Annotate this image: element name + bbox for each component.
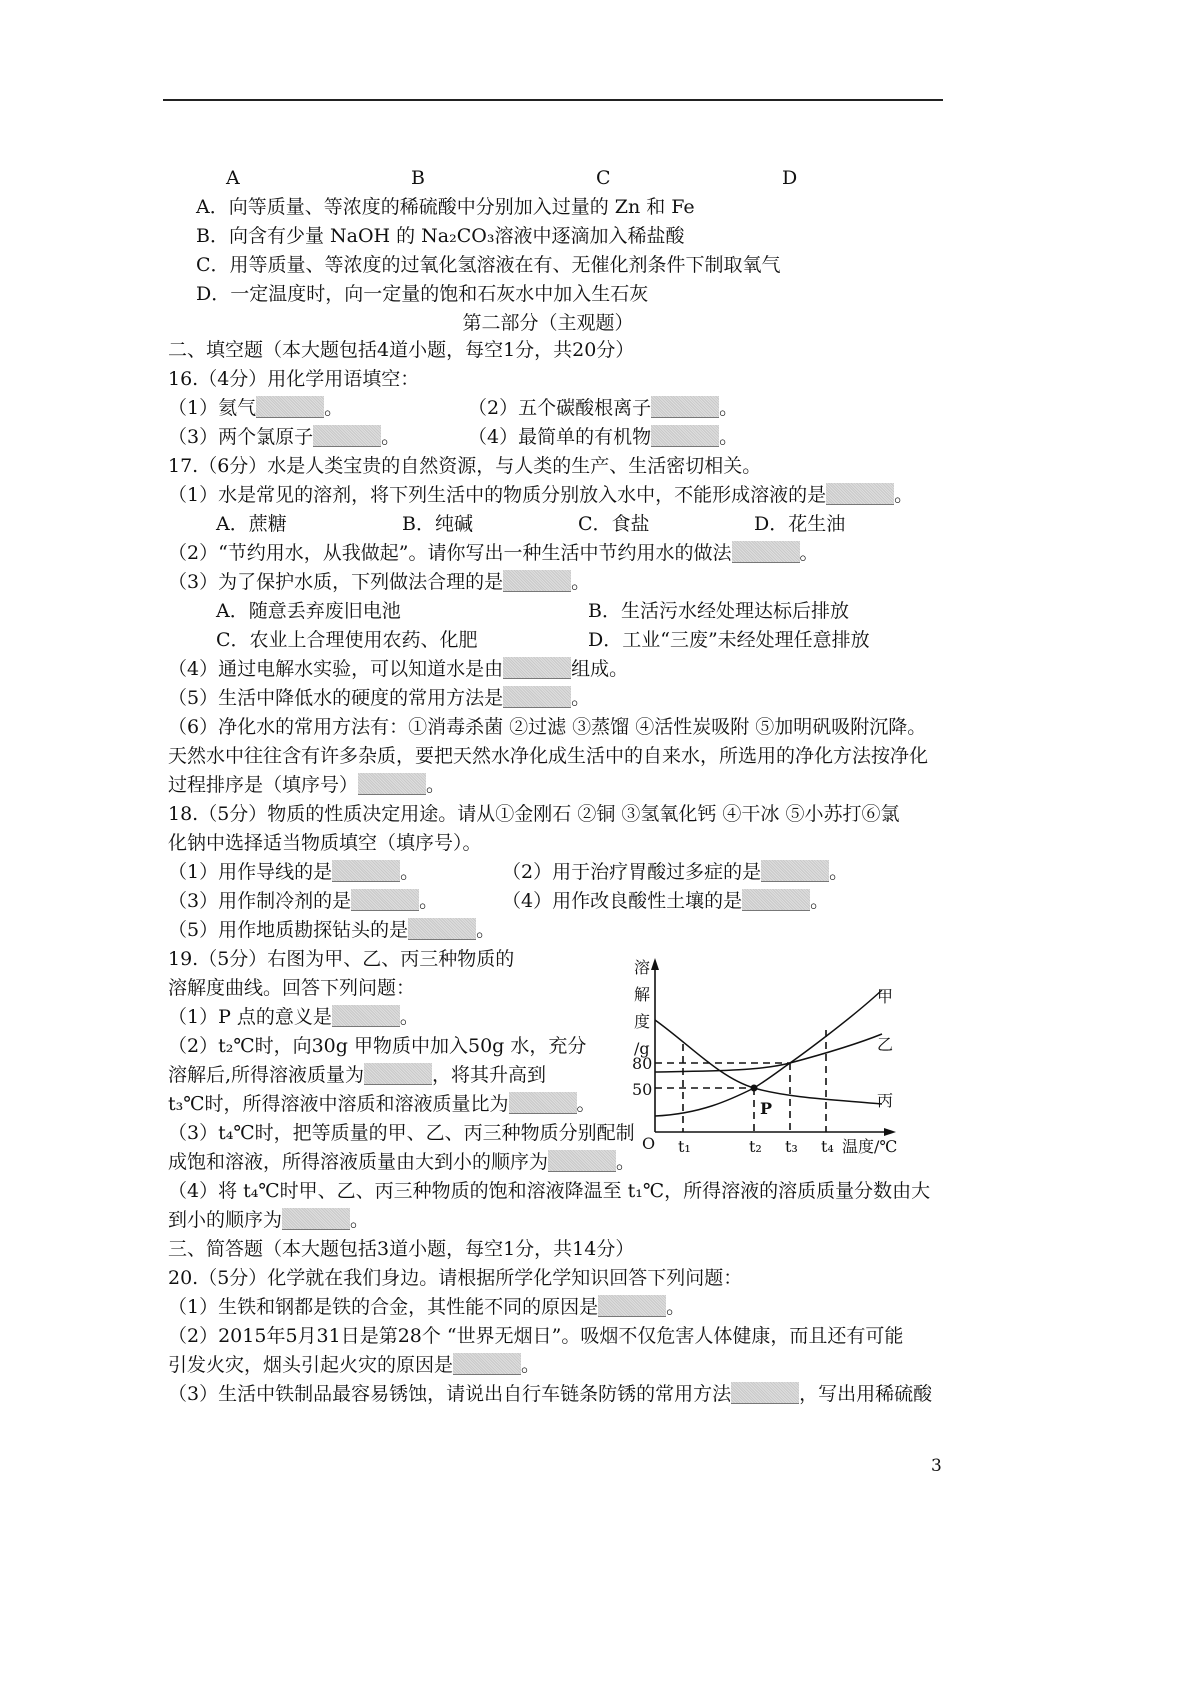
q18-item-3 (168, 887, 438, 916)
answer-blank[interactable] (731, 1382, 799, 1404)
text-segment: A．向等质量、等浓度的稀硫酸中分别加入过量的 Zn 和 Fe (196, 196, 695, 218)
text-segment: B．生活污水经处理达标后排放 (588, 600, 849, 622)
text-segment: 。 (419, 890, 439, 912)
figure-label-d: D (782, 167, 798, 189)
text-segment: 溶解度曲线。回答下列问题： (168, 977, 416, 999)
part2-body (168, 336, 958, 1409)
xtick-t1: t₁ (678, 1137, 691, 1156)
text-segment: 二、填空题（本大题包括4道小题，每空1分，共20分） (168, 339, 635, 361)
question-18 (168, 800, 958, 829)
text-segment: 。 (350, 1209, 370, 1231)
answer-blank[interactable] (651, 425, 719, 447)
text-segment: 。 (576, 1093, 596, 1115)
q17-item-6-cont2 (168, 771, 958, 800)
text-segment: 成饱和溶液，所得溶液质量由大到小的顺序为 (168, 1151, 549, 1173)
ytick-50: 50 (632, 1080, 653, 1099)
ylabel-char: 溶 (634, 958, 651, 977)
answer-blank[interactable] (598, 1295, 666, 1317)
text-segment: B．纯碱 (402, 513, 473, 535)
question-18-cont (168, 829, 958, 858)
text-segment: C．用等质量、等浓度的过氧化氢溶液在有、无催化剂条件下制取氧气 (196, 254, 781, 276)
q17-1-choices (168, 510, 958, 539)
ytick-80: 80 (632, 1054, 653, 1073)
q20-item-2-cont (168, 1351, 958, 1380)
text-segment: C．食盐 (578, 513, 650, 535)
choice-a (216, 510, 287, 539)
xtick-t4: t₄ (821, 1137, 834, 1156)
answer-blank[interactable] (761, 860, 829, 882)
text-segment: 。 (571, 571, 591, 593)
text-segment: （2）“节约用水，从我做起”。请你写出一种生活中节约用水的做法 (168, 542, 732, 564)
ylabel-char: 解 (634, 985, 651, 1004)
q16-item-3 (168, 423, 400, 452)
q17-item-6 (168, 713, 958, 742)
ylabel-char: /g (634, 1039, 650, 1058)
text-segment: （5）用作地质勘探钻头的是 (168, 919, 409, 941)
xlabel: 温度/℃ (842, 1137, 898, 1156)
q16-row-1 (168, 394, 958, 423)
q20-item-1 (168, 1293, 958, 1322)
q18-item-5 (168, 916, 958, 945)
q17-item-6-cont (168, 742, 958, 771)
q17-item-1 (168, 481, 958, 510)
header-rule (163, 99, 943, 101)
text-segment: （1）氦气 (168, 397, 257, 419)
answer-blank[interactable] (332, 1005, 400, 1027)
q17-item-3 (168, 568, 958, 597)
option-c (168, 251, 958, 280)
xtick-t3: t₃ (785, 1137, 798, 1156)
page-number: 3 (931, 1456, 942, 1476)
text-segment: 溶解后,所得溶液质量为 (168, 1064, 365, 1086)
curve-yi (655, 1034, 882, 1072)
text-segment: 。 (521, 1354, 541, 1376)
text-segment: （3）两个氯原子 (168, 426, 314, 448)
x-axis-arrow-icon (884, 1128, 896, 1136)
q19-item-4-cont (168, 1206, 958, 1235)
text-segment: D．工业“三废”未经处理任意排放 (588, 629, 870, 651)
text-segment: 。 (829, 861, 849, 883)
ylabel-char: 度 (634, 1012, 651, 1031)
text-segment: （1）生铁和钢都是铁的合金，其性能不同的原因是 (168, 1296, 599, 1318)
text-segment: （4）将 t₄℃时甲、乙、丙三种物质的饱和溶液降温至 t₁℃，所得溶液的溶质质量分数由大 (168, 1180, 931, 1202)
q16-item-4 (468, 423, 738, 452)
option-b (168, 222, 958, 251)
answer-blank[interactable] (651, 396, 719, 418)
answer-blank[interactable] (364, 1063, 432, 1085)
answer-blank[interactable] (282, 1208, 350, 1230)
text-segment: 。 (719, 426, 739, 448)
text-segment: 化钠中选择适当物质填空（填序号）。 (168, 832, 482, 854)
text-segment: （2）2015年5月31日是第28个 “世界无烟日”。吸烟不仅危害人体健康，而且还有可能 (168, 1325, 904, 1347)
q18-row-1 (168, 858, 958, 887)
choice-a (216, 597, 401, 626)
q18-row-2 (168, 887, 958, 916)
q16-item-2 (468, 394, 738, 423)
q20-item-3 (168, 1380, 958, 1409)
text-segment: ，写出用稀硫酸 (799, 1383, 933, 1405)
text-segment: 。 (666, 1296, 686, 1318)
choice-b (402, 510, 473, 539)
text-segment: 。 (324, 397, 344, 419)
text-segment: 。 (810, 890, 830, 912)
answer-blank[interactable] (503, 657, 571, 679)
text-segment: 。 (616, 1151, 636, 1173)
answer-blank[interactable] (742, 889, 810, 911)
figure-label-b: B (411, 167, 425, 189)
text-segment: 到小的顺序为 (168, 1209, 283, 1231)
text-segment: t₃℃时，所得溶液中溶质和溶液质量比为 (168, 1093, 509, 1115)
answer-blank[interactable] (332, 860, 400, 882)
text-segment: （5）生活中降低水的硬度的常用方法是 (168, 687, 504, 709)
section-heading (168, 336, 958, 365)
solubility-curve-figure (620, 950, 920, 1165)
text-segment: （3）用作制冷剂的是 (168, 890, 352, 912)
point-p-label: P (760, 1099, 773, 1118)
q18-item-2 (502, 858, 848, 887)
y-axis-arrow-icon (651, 958, 659, 970)
q19-item-4 (168, 1177, 958, 1206)
q18-item-1 (168, 858, 419, 887)
text-segment: 20.（5分）化学就在我们身边。请根据所学化学知识回答下列问题： (168, 1267, 743, 1289)
q17-item-4 (168, 655, 958, 684)
text-segment: 18.（5分）物质的性质决定用途。请从①金刚石 ②铜 ③氢氧化钙 ④干冰 ⑤小苏打⑥氯 (168, 803, 900, 825)
answer-blank[interactable] (408, 918, 476, 940)
curve-bing (655, 1020, 882, 1104)
text-segment: 19.（5分）右图为甲、乙、丙三种物质的 (168, 948, 515, 970)
text-segment: B．向含有少量 NaOH 的 Na₂CO₃溶液中逐滴加入稀盐酸 (196, 225, 685, 247)
q17-3-choices-row2 (168, 626, 958, 655)
text-segment: 过程排序是（填序号） (168, 774, 359, 796)
text-segment: ，将其升高到 (432, 1064, 547, 1086)
text-segment: 16.（4分）用化学用语填空： (168, 368, 420, 390)
text-segment: 。 (799, 542, 819, 564)
series-label-jia: 甲 (877, 987, 894, 1006)
text-segment: 17.（6分）水是人类宝贵的自然资源，与人类的生产、生活密切相关。 (168, 455, 762, 477)
text-segment: 。 (719, 397, 739, 419)
q16-item-1 (168, 394, 343, 423)
question-16 (168, 365, 958, 394)
figure-label-c: C (596, 167, 611, 189)
answer-blank[interactable] (358, 773, 426, 795)
text-segment: 。 (400, 861, 420, 883)
choice-d (754, 510, 845, 539)
option-a (168, 193, 958, 222)
text-segment: A．随意丢弃废旧电池 (216, 600, 401, 622)
q17-item-5 (168, 684, 958, 713)
text-segment: （1）水是常见的溶剂，将下列生活中的物质分别放入水中，不能形成溶液的是 (168, 484, 827, 506)
text-segment: （6）净化水的常用方法有：①消毒杀菌 ②过滤 ③蒸馏 ④活性炭吸附 ⑤加明矾吸附沉降。 (168, 716, 927, 738)
q17-item-2 (168, 539, 958, 568)
answer-blank[interactable] (313, 425, 381, 447)
text-segment: 。 (426, 774, 446, 796)
answer-blank[interactable] (503, 686, 571, 708)
text-segment: 组成。 (571, 658, 629, 680)
figure-labels-row (168, 164, 958, 193)
answer-blank[interactable] (453, 1353, 521, 1375)
text-segment: （3）为了保护水质，下列做法合理的是 (168, 571, 504, 593)
text-segment: 天然水中往往含有许多杂质，要把天然水净化成生活中的自来水，所选用的净化方法按净化 (168, 745, 929, 767)
text-segment: （2）t₂℃时，向30g 甲物质中加入50g 水，充分 (168, 1035, 587, 1057)
text-segment: 。 (894, 484, 914, 506)
question-20 (168, 1264, 958, 1293)
text-segment: C．农业上合理使用农药、化肥 (216, 629, 478, 651)
answer-blank[interactable] (503, 570, 571, 592)
series-label-bing: 丙 (877, 1091, 894, 1110)
text-segment: （2）用于治疗胃酸过多症的是 (502, 861, 762, 883)
text-segment: （1）P 点的意义是 (168, 1006, 332, 1028)
q18-item-4 (502, 887, 829, 916)
option-d (168, 280, 958, 309)
text-segment: 。 (476, 919, 496, 941)
part2-title: 第二部分（主观题） (462, 312, 634, 334)
answer-blank[interactable] (548, 1150, 616, 1172)
text-segment: D．一定温度时，向一定量的饱和石灰水中加入生石灰 (196, 283, 649, 305)
text-segment: 三、简答题（本大题包括3道小题，每空1分，共14分） (168, 1238, 635, 1260)
origin-label: O (642, 1134, 656, 1153)
point-p (751, 1085, 758, 1092)
answer-blank[interactable] (509, 1092, 577, 1114)
text-segment: （4）最简单的有机物 (468, 426, 652, 448)
previous-question-options (168, 164, 958, 338)
figure-label-a: A (226, 167, 240, 189)
text-segment: （3）生活中铁制品最容易锈蚀，请说出自行车链条防锈的常用方法 (168, 1383, 732, 1405)
choice-b (588, 597, 849, 626)
xtick-t2: t₂ (749, 1137, 762, 1156)
choice-d (588, 626, 870, 655)
choice-c (216, 626, 478, 655)
text-segment: 。 (571, 687, 591, 709)
text-segment: 引发火灾，烟头引起火灾的原因是 (168, 1354, 454, 1376)
q16-row-2 (168, 423, 958, 452)
text-segment: （1）用作导线的是 (168, 861, 333, 883)
q20-item-2 (168, 1322, 958, 1351)
choice-c (578, 510, 650, 539)
text-segment: A．蔗糖 (216, 513, 287, 535)
answer-blank[interactable] (732, 541, 800, 563)
text-segment: 。 (381, 426, 401, 448)
section-heading (168, 1235, 958, 1264)
answer-blank[interactable] (826, 483, 894, 505)
text-segment: （3）t₄℃时，把等质量的甲、乙、丙三种物质分别配制 (168, 1122, 635, 1144)
question-17 (168, 452, 958, 481)
answer-blank[interactable] (256, 396, 324, 418)
text-segment: （4）用作改良酸性土壤的是 (502, 890, 743, 912)
text-segment: 。 (399, 1006, 419, 1028)
text-segment: （4）通过电解水实验，可以知道水是由 (168, 658, 504, 680)
text-segment: （2）五个碳酸根离子 (468, 397, 652, 419)
series-label-yi: 乙 (877, 1035, 894, 1054)
curve-jia (655, 990, 882, 1116)
text-segment: D．花生油 (754, 513, 846, 535)
q17-3-choices-row1 (168, 597, 958, 626)
answer-blank[interactable] (351, 889, 419, 911)
